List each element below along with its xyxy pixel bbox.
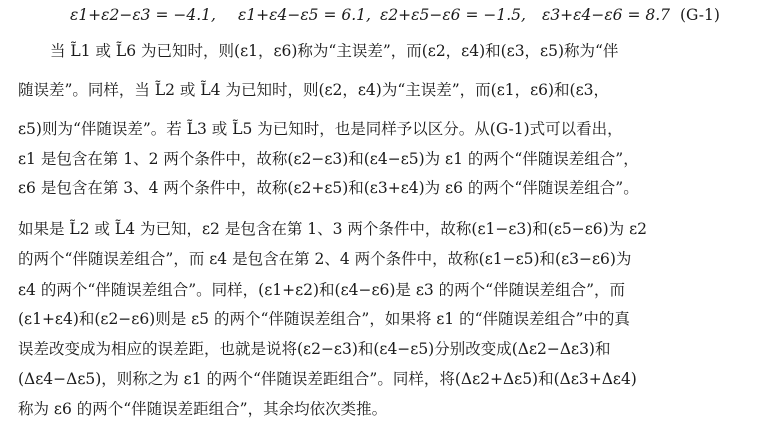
equation-line — [0, 6, 771, 28]
equation-2: ε1+ε4−ε5 = 6.1, — [238, 6, 371, 24]
paragraph-1-line-2: 随误差”。同样，当 L̃2 或 L̃4 为已知时，则(ε2，ε4)为“主误差”，而(ε1，ε6)和(ε3， — [18, 81, 609, 99]
equation-tag: (G-1) — [680, 6, 720, 24]
paragraph-1-line-5: ε6 是包含在第 3、4 两个条件中，故称(ε2+ε5)和(ε3+ε4)为 ε6 的两个“伴随误差组合”。 — [18, 179, 639, 197]
equation-3: ε2+ε5−ε6 = −1.5, — [380, 6, 526, 24]
paragraph-2-line-5: 误差改变成为相应的误差距，也就是说将(ε2−ε3)和(ε4−ε5)分别改变成(Δε2−Δε3)和 — [18, 340, 611, 358]
paragraph-2-line-6: (Δε4−Δε5)，则称之为 ε1 的两个“伴随误差距组合”。同样，将(Δε2+Δε5)和(Δε3+Δε4) — [18, 370, 637, 388]
paragraph-2-line-7: 称为 ε6 的两个“伴随误差距组合”，其余均依次类推。 — [18, 400, 388, 418]
paragraph-1-line-3: ε5)则为“伴随误差”。若 L̃3 或 L̃5 为已知时，也是同样予以区分。从(G-1)式可以看出， — [18, 120, 623, 138]
paragraph-2-line-3: ε4 的两个“伴随误差组合”。同样，(ε1+ε2)和(ε4−ε6)是 ε3 的两个“伴随误差组合”，而 — [18, 281, 625, 299]
equation-1: ε1+ε2−ε3 = −4.1, — [70, 6, 216, 24]
equation-4: ε3+ε4−ε6 = 8.7 — [542, 6, 671, 24]
paragraph-2-line-4: (ε1+ε4)和(ε2−ε6)则是 ε5 的两个“伴随误差组合”，如果将 ε1 的“伴随误差组合”中的真 — [18, 310, 630, 328]
paragraph-1-line-1: 当 L̃1 或 L̃6 为已知时，则(ε1，ε6)称为“主误差”，而(ε2，ε4)和(ε3，ε5)称为“伴 — [50, 42, 619, 60]
paragraph-2-line-2: 的两个“伴随误差组合”，而 ε4 是包含在第 2、4 两个条件中，故称(ε1−ε5)和(ε3−ε6)为 — [18, 250, 632, 268]
paragraph-2-line-1: 如果是 L̃2 或 L̃4 为已知，ε2 是包含在第 1、3 两个条件中，故称(ε1−ε3)和(ε5−ε6)为 ε2 — [18, 220, 647, 238]
paragraph-1-line-4: ε1 是包含在第 1、2 两个条件中，故称(ε2−ε3)和(ε4−ε5)为 ε1 的两个“伴随误差组合”， — [18, 150, 639, 168]
